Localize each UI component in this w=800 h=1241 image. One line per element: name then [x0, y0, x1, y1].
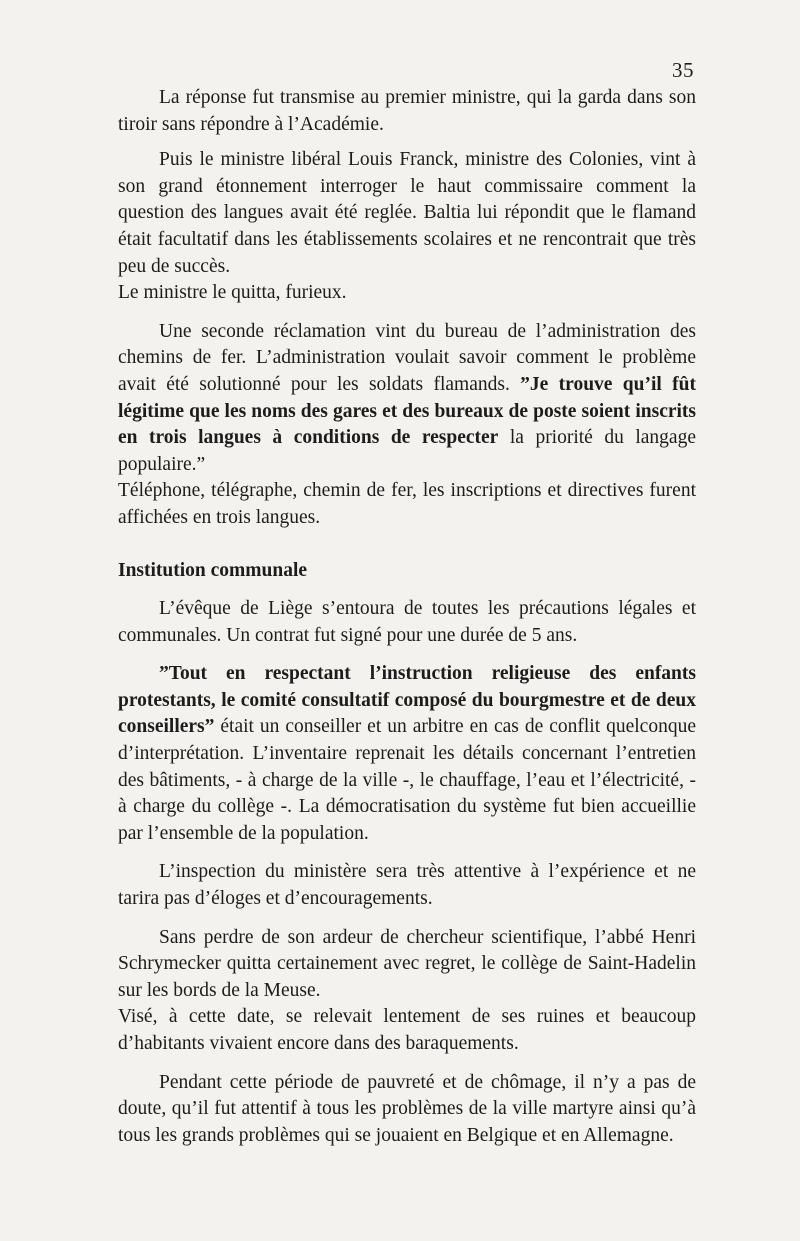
section-heading: Institution communale — [118, 559, 308, 581]
paragraph-1: La réponse fut transmise au premier ministre, qui la garda dans son tiroir sans répondre à l’Académie. — [118, 87, 696, 135]
paragraph-2: Puis le ministre libéral Louis Franck, ministre des Colonies, vint à son grand étonnement interroger le haut commissaire comment la question des langues avait été reglée. Baltia lui répondit que le flamand était facultatif dans les établissements scolaires et ne rencontrait que très peu de succès. — [118, 149, 696, 277]
paragraph-9: Sans perdre de son ardeur de chercheur scientifique, l’abbé Henri Schrymecker quitta certainement avec regret, le collège de Saint-Hadelin sur les bords de la Meuse. — [118, 926, 696, 1001]
body-text — [118, 85, 696, 1149]
paragraph-3: Le ministre le quitta, furieux. — [118, 282, 347, 304]
paragraph-7 — [118, 661, 696, 847]
paragraph-11: Pendant cette période de pauvreté et de chômage, il n’y a pas de doute, qu’il fut attentif à tous les problèmes de la ville martyre ainsi qu’à tous les grands problèmes qui se jouaient en Belgique et en Allemagne. — [118, 1071, 696, 1146]
paragraph-5: Téléphone, télégraphe, chemin de fer, les inscriptions et directives furent affichées en trois langues. — [118, 480, 696, 528]
paragraph-6: L’évêque de Liège s’entoura de toutes les précautions légales et communales. Un contrat fut signé pour une durée de 5 ans. — [118, 598, 696, 646]
paragraph-4 — [118, 319, 696, 479]
paragraph-4-text-a: Une seconde réclamation vint du bureau de l’administration des chemins de fer. L’administration voulait savoir comment le problème avait été solutionné pour les soldats flamands. — [118, 320, 696, 395]
paragraph-4-text-b: la priorité du langage populaire.” — [118, 427, 696, 475]
paragraph-7-text: était un conseiller et un arbitre en cas de conflit quelconque d’interprétation. L’inventaire reprenait les détails concernant l’entretien des bâtiments, - à charge de la ville -, le chauffage, l’eau et l’électricité, - à charge du collège -. La démocratisation du système fut bien accueillie par l’ensemble de la population. — [118, 716, 696, 844]
paragraph-10: Visé, à cette date, se relevait lentement de ses ruines et beaucoup d’habitants vivaient encore dans des baraquements. — [118, 1006, 696, 1054]
paragraph-4-bold-quote: ”Je trouve qu’il fût légitime que les noms des gares et des bureaux de poste soient inscrits en trois langues à conditions de respecter — [118, 373, 696, 449]
page-number: 35 — [672, 58, 694, 82]
paragraph-8: L’inspection du ministère sera très attentive à l’expérience et ne tarira pas d’éloges et d’encouragements. — [118, 861, 696, 910]
paragraph-7-bold-quote: ”Tout en respectant l’instruction religieuse des enfants protestants, le comité consultatif composé du bourgmestre et de deux conseillers” — [118, 663, 696, 738]
